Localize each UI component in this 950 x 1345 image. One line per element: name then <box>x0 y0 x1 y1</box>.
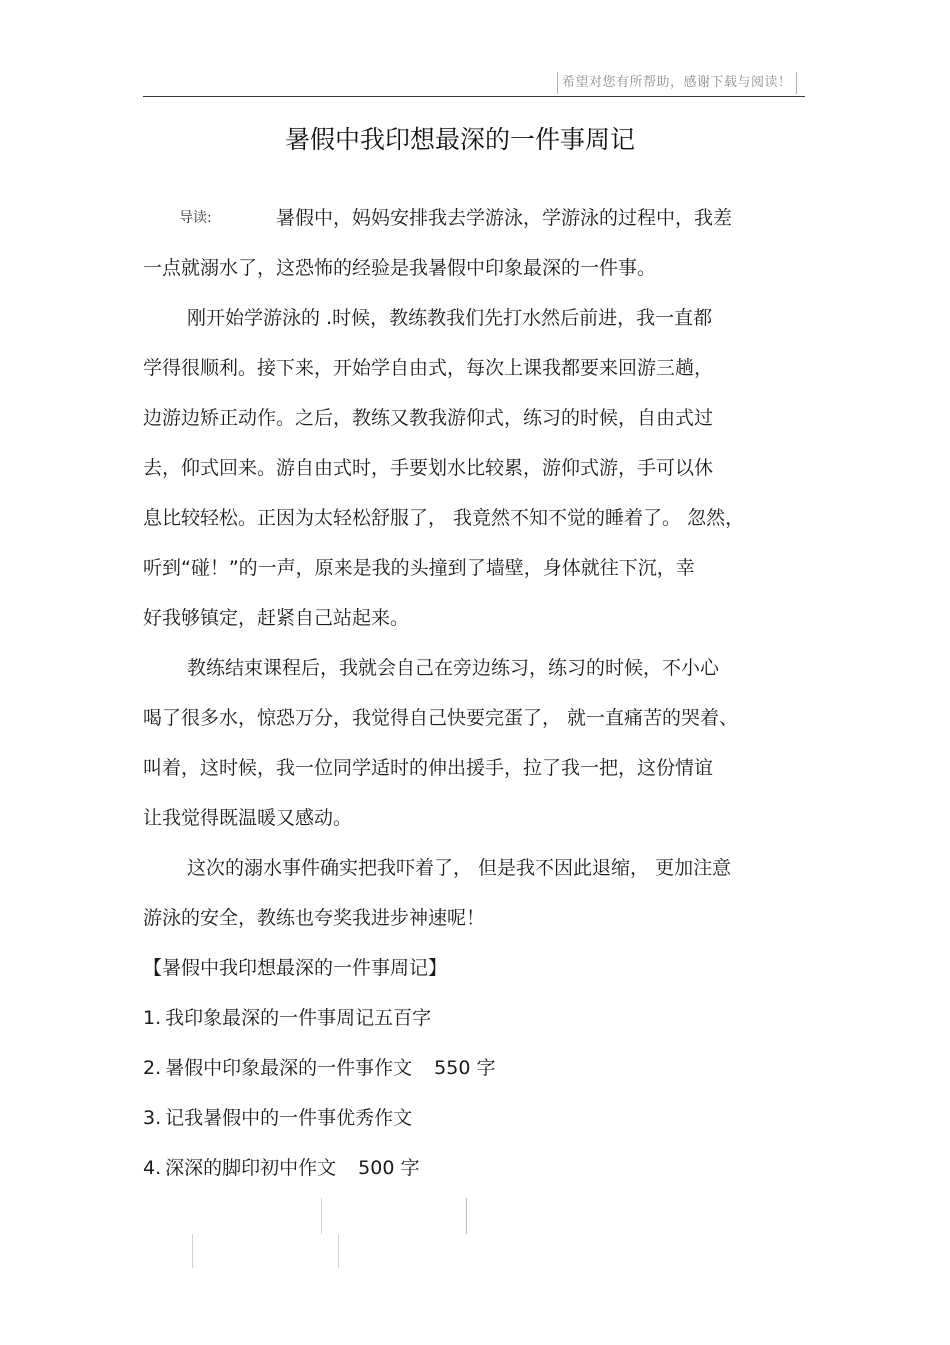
header-divider <box>143 96 805 97</box>
body-line: 叫着，这时候，我一位同学适时的伸出援手，拉了我一把，这份情谊 <box>143 757 714 779</box>
body-line: 去，仰式回来。游自由式时，手要划水比较累，游仰式游，手可以休 <box>143 457 714 479</box>
intro-line: 暑假中，妈妈安排我去学游泳，学游泳的过程中，我差 <box>276 207 733 229</box>
body-line: 刚开始学游泳的 .时候，教练教我们先打水然后前进，我一直都 <box>187 307 713 329</box>
body-line: 听到“碰！”的一声，原来是我的头撞到了墙壁，身体就往下沉，幸 <box>143 557 695 579</box>
header-note: 希望对您有所帮助，感谢下载与阅读！ <box>557 72 797 94</box>
body-line: 好我够镇定，赶紧自己站起来。 <box>143 607 410 629</box>
body-line: 边游边矫正动作。之后，教练又教我游仰式，练习的时候，自由式过 <box>143 407 714 429</box>
page-title: 暑假中我印想最深的一件事周记 <box>284 125 635 154</box>
related-item-number: 3. <box>143 1107 162 1129</box>
related-item-title: 记我暑假中的一件事优秀作文 <box>165 1107 413 1129</box>
body-line: 喝了很多水，惊恐万分，我觉得自己快要完蛋了， 就一直痛苦的哭着、 <box>143 707 739 729</box>
body-line: 息比较轻松。正因为太轻松舒服了， 我竟然不知不觉的睡着了。 忽然， <box>143 507 745 529</box>
related-item[interactable] <box>143 1003 431 1033</box>
scan-mark <box>192 1234 193 1268</box>
related-item-suffix: 500 字 <box>358 1157 420 1179</box>
related-item-title: 深深的脚印初中作文 <box>165 1157 337 1179</box>
body-line: 学得很顺利。接下来，开始学自由式，每次上课我都要来回游三趟， <box>143 357 714 379</box>
intro-line: 一点就溺水了，这恐怖的经验是我暑假中印象最深的一件事。 <box>143 257 657 279</box>
body-line: 让我觉得既温暖又感动。 <box>143 807 353 829</box>
related-item-number: 1. <box>143 1007 162 1029</box>
intro-label: 导读: <box>179 210 212 226</box>
related-item[interactable] <box>143 1153 419 1183</box>
related-item[interactable] <box>143 1053 495 1083</box>
related-item-suffix: 550 字 <box>434 1057 496 1079</box>
scan-mark <box>338 1234 339 1268</box>
scan-mark <box>321 1198 322 1234</box>
related-item[interactable] <box>143 1103 412 1133</box>
related-item-title: 我印象最深的一件事周记五百字 <box>165 1007 432 1029</box>
related-item-title: 暑假中印象最深的一件事作文 <box>165 1057 413 1079</box>
body-line: 这次的溺水事件确实把我吓着了， 但是我不因此退缩， 更加注意 <box>187 857 732 879</box>
related-heading: 【暑假中我印想最深的一件事周记】 <box>143 957 448 979</box>
body-line: 游泳的安全，教练也夸奖我进步神速呢！ <box>143 907 486 929</box>
body-line: 教练结束课程后，我就会自己在旁边练习，练习的时候，不小心 <box>187 657 720 679</box>
scan-mark <box>466 1198 467 1234</box>
related-item-number: 2. <box>143 1057 162 1079</box>
related-item-number: 4. <box>143 1157 162 1179</box>
